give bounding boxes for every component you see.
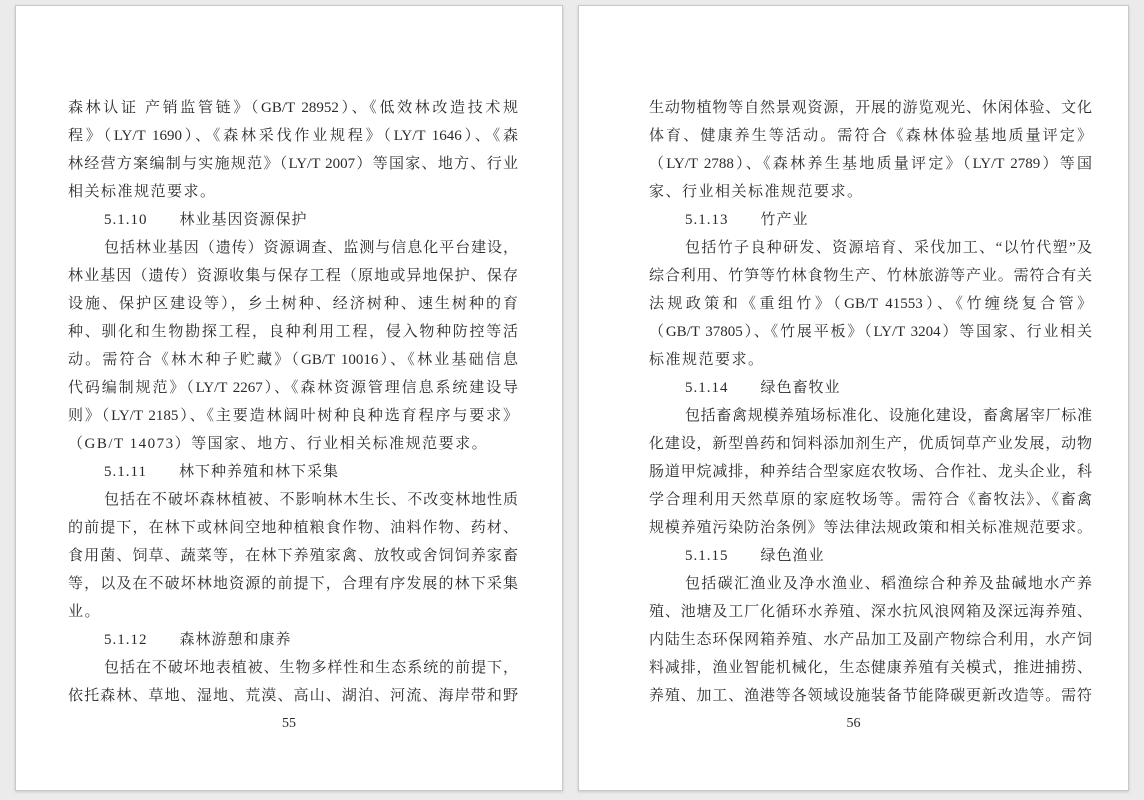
text-line: 则》（LY/T 2185）、《主要造林阔叶树种良种选育程序与要求》 — [68, 408, 518, 424]
text-line: 养殖、加工、渔港等各领域设施装备节能降碳更新改造等。需符 — [649, 688, 1092, 704]
text-line: 家、行业相关标准规范要求。 — [649, 184, 864, 200]
text-line: 业。 — [68, 604, 102, 620]
text-line: （LY/T 2788）、《森林养生基地质量评定》（LY/T 2789）等国 — [649, 156, 1092, 172]
text-line: 体育、健康养生等活动。需符合《森林体验基地质量评定》 — [649, 128, 1092, 144]
section-heading: 5.1.12 森林游憩和康养 — [104, 632, 292, 648]
text-line: 依托森林、草地、湿地、荒漠、高山、湖泊、河流、海岸带和野 — [68, 688, 518, 704]
text-line: 设施、保护区建设等），乡土树种、经济树种、速生树种的育 — [68, 296, 518, 312]
text-line: 的前提下，在林下或林间空地种植粮食作物、油料作物、药材、 — [68, 520, 518, 536]
page-number: 55 — [282, 716, 296, 731]
text-line: 森林认证 产销监管链》（GB/T 28952）、《低效林改造技术规 — [68, 100, 518, 116]
text-line: 代码编制规范》（LY/T 2267）、《森林资源管理信息系统建设导 — [68, 380, 518, 396]
text-line: 包括林业基因（遗传）资源调查、监测与信息化平台建设， — [104, 240, 518, 256]
page-number: 56 — [846, 716, 861, 731]
text-line: 殖、池塘及工厂化循环水养殖、深水抗风浪网箱及深远海养殖、 — [649, 604, 1092, 620]
text-line: 包括在不破坏地表植被、生物多样性和生态系统的前提下， — [104, 660, 518, 676]
text-line: 包括畜禽规模养殖场标准化、设施化建设，畜禽屠宰厂标准 — [685, 408, 1092, 424]
text-line: 包括碳汇渔业及净水渔业、稻渔综合种养及盐碱地水产养 — [685, 576, 1092, 592]
page-55-content — [68, 94, 518, 710]
text-line: 程》（LY/T 1690）、《森林采伐作业规程》（LY/T 1646）、《森 — [68, 128, 518, 144]
text-line: （GB/T 37805）、《竹展平板》（LY/T 3204）等国家、行业相关 — [649, 324, 1092, 340]
text-line: 内陆生态环保网箱养殖、水产品加工及副产物综合利用，水产饲 — [649, 632, 1092, 648]
text-line: 综合利用、竹笋等竹林食物生产、竹林旅游等产业。需符合有关 — [649, 268, 1092, 284]
section-heading: 5.1.15 绿色渔业 — [685, 548, 825, 564]
text-line: 食用菌、饲草、蔬菜等，在林下养殖家禽、放牧或舍饲饲养家畜 — [68, 548, 518, 564]
text-line: 林经营方案编制与实施规范》（LY/T 2007）等国家、地方、行业 — [68, 156, 518, 172]
text-line: 相关标准规范要求。 — [68, 184, 217, 200]
page-56-content — [649, 94, 1092, 710]
text-line: 料减排，渔业智能机械化，生态健康养殖有关模式，推进捕捞、 — [649, 660, 1092, 676]
text-line: 林业基因（遗传）资源收集与保存工程（原地或异地保护、保存 — [68, 268, 518, 284]
section-heading: 5.1.14 绿色畜牧业 — [685, 380, 841, 396]
text-line: 规模养殖污染防治条例》等法律法规政策和相关标准规范要求。 — [649, 520, 1092, 536]
page-56 — [578, 5, 1129, 791]
page-55 — [15, 5, 563, 791]
text-line: 种、驯化和生物勘探工程，良种利用工程，侵入物种防控等活 — [68, 324, 518, 340]
text-line: 学合理利用天然草原的家庭牧场等。需符合《畜牧法》、《畜禽 — [649, 492, 1092, 508]
text-line: 法规政策和《重组竹》（GB/T 41553）、《竹缠绕复合管》 — [649, 296, 1092, 312]
text-line: 包括竹子良种研发、资源培育、采伐加工、“以竹代塑”及 — [685, 240, 1092, 256]
section-heading: 5.1.13 竹产业 — [685, 212, 809, 228]
text-line: 包括在不破坏森林植被、不影响林木生长、不改变林地性质 — [104, 492, 518, 508]
text-line: 生动物植物等自然景观资源，开展的游览观光、休闲体验、文化 — [649, 100, 1092, 116]
text-line: （GB/T 14073）等国家、地方、行业相关标准规范要求。 — [68, 436, 489, 452]
text-line: 肠道甲烷减排，种养结合型家庭农牧场、合作社、龙头企业，科 — [649, 464, 1092, 480]
section-heading: 5.1.11 林下种养殖和林下采集 — [104, 464, 339, 480]
section-heading: 5.1.10 林业基因资源保护 — [104, 212, 308, 228]
text-line: 化建设，新型兽药和饲料添加剂生产，优质饲草产业发展，动物 — [649, 436, 1092, 452]
text-line: 动。需符合《林木种子贮藏》（GB/T 10016）、《林业基础信息 — [68, 352, 518, 368]
text-line: 标准规范要求。 — [649, 352, 765, 368]
text-line: 等，以及在不破坏林地资源的前提下，合理有序发展的林下采集 — [68, 576, 518, 592]
